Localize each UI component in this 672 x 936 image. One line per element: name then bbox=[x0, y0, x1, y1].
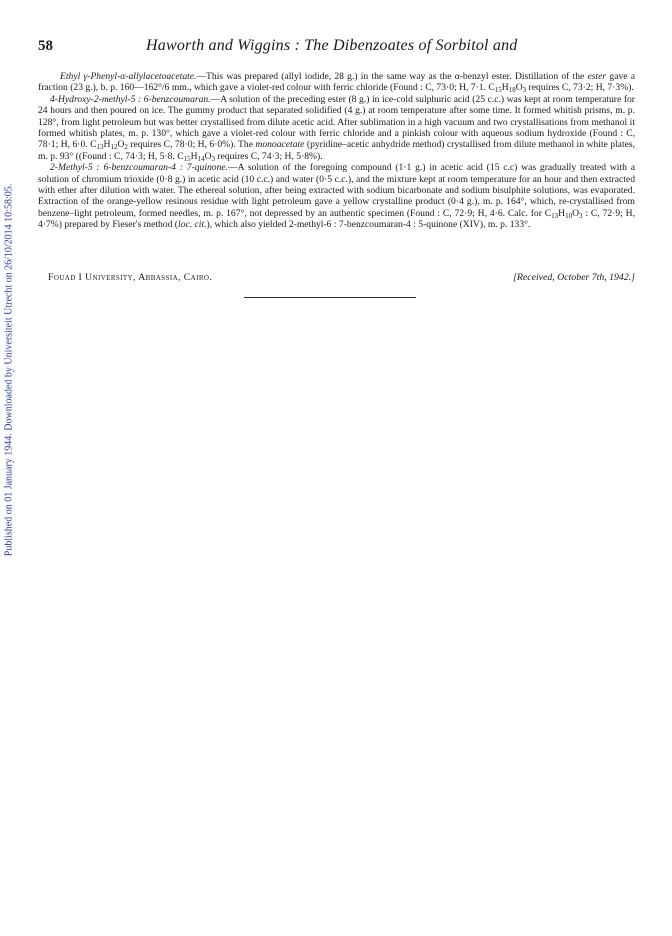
formula-element: O bbox=[572, 207, 580, 219]
received-date: [Received, October 7th, 1942.] bbox=[513, 272, 635, 283]
formula-subscript: 2 bbox=[124, 143, 128, 152]
formula-subscript: 13 bbox=[96, 143, 104, 152]
formula-element: O bbox=[117, 139, 125, 151]
formula-subscript: 3 bbox=[522, 86, 527, 95]
formula-element: H bbox=[190, 150, 198, 162]
formula-subscript: 3 bbox=[211, 154, 215, 163]
formula-subscript: 15 bbox=[494, 86, 502, 95]
paragraph-ethyl-phenyl-allylacetoacetate bbox=[38, 71, 635, 94]
paragraph-text: ), which also yielded 2-methyl-6 : 7-benzcoumaran-4 : 5-quinone (XIV), m. p. 133°. bbox=[206, 219, 531, 231]
paragraph-methyl-benzcoumaran-quinone bbox=[38, 162, 635, 230]
formula-subscript: 18 bbox=[508, 86, 516, 95]
formula-subscript: 12 bbox=[110, 143, 118, 152]
paragraph-text: —A solution of the foregoing compound (1·1 g.) in acetic acid (15 c.c) was gradually treated with a solution of chromium trioxide (0·8 g.) in acetic acid (10 c.c.) and water (0·5 c.c.), and the mixture kept at room temperature for an hour and then extracted with ether after dilution with water. The ethereal solution, after being extracted with sodium bicarbonate and sodium bisulphite solutions, was evaporated. Extraction of the orange-yellow resinous residue with light petroleum gave a yellow crystalline product (0·4 g.), m. p. 164°, which, re-crystallised from benzene–light petroleum, formed needles, m. p. 167°, not depressed by an authentic specimen (Found : C, 72·9; H, 4·6. Calc. for C bbox=[38, 162, 635, 219]
download-watermark-text: Published on 01 January 1944. Downloaded by Universiteit Utrecht on 26/10/2014 10:58:05. bbox=[3, 183, 15, 557]
author-affiliation: Fouad I University, Abbassia, Cairo. bbox=[48, 272, 213, 283]
formula-element: H bbox=[501, 82, 509, 94]
paragraph-italic-term: monoacetate bbox=[255, 139, 305, 151]
paragraph-text: : C, 72·9; H, 4·7%) prepared by Fieser's method ( bbox=[38, 207, 635, 231]
paragraph-hydroxy-methyl-benzcoumaran bbox=[38, 94, 635, 162]
paragraph-text: requires C, 73·2; H, 7·3%). bbox=[526, 82, 634, 94]
paragraph-italic-term: loc. cit. bbox=[178, 219, 207, 231]
paragraph-text: requires C, 74·3; H, 5·8%). bbox=[215, 150, 323, 162]
formula-subscript: 15 bbox=[183, 154, 191, 163]
running-title: Haworth and Wiggins : The Dibenzoates of Sorbitol and bbox=[146, 37, 518, 54]
formula-subscript: 14 bbox=[197, 154, 205, 163]
paragraph-text: —A solution of the preceding ester (8 g.) in ice-cold sulphuric acid (25 c.c.) was kept at room temperature for 24 hours and then poured on ice. The gummy product that separated solidified (4 g.) at room temperature after some time. It formed whitish prisms, m. p. 128°, from light petroleum but was better crystallised from dilute acetic acid. After sublimation in a high vacuum and two crystallisations from methanol it formed whitish plates, m. p. 130°, which gave a violet-red colour with ferric chloride and a pinkish colour with aqueous sodium hydroxide (Found : C, 78·1; H, 6·0. C bbox=[38, 93, 635, 151]
formula-element: O bbox=[204, 150, 212, 162]
compound-title: 4-Hydroxy-2-methyl-5 : 6-benzcoumaran. bbox=[50, 93, 211, 105]
paragraph-text: requires C, 78·0; H, 6·0%). The bbox=[127, 139, 256, 151]
compound-title: 2-Methyl-5 : 6-benzcoumaran-4 : 7-quinone. bbox=[50, 162, 229, 174]
end-rule bbox=[244, 297, 416, 298]
paragraph-italic-term: ester bbox=[587, 71, 607, 82]
compound-title: Ethyl γ-Phenyl-α-allylacetoacetate. bbox=[60, 71, 197, 82]
formula-subscript: 10 bbox=[565, 211, 573, 220]
paragraph-text: gave a fraction (23 g.), b. p. 160—162°/6 mm., which gave a violet-red colour with ferric chloride (Found : C, 73·0; H, 7·1. C bbox=[38, 71, 635, 94]
article-body bbox=[38, 71, 635, 231]
formula-subscript: 3 bbox=[579, 211, 583, 220]
formula-element: O bbox=[515, 82, 523, 94]
article-footer bbox=[38, 272, 635, 284]
formula-subscript: 13 bbox=[551, 211, 559, 220]
formula-element: H bbox=[558, 207, 566, 219]
paragraph-text: —This was prepared (allyl iodide, 28 g.) in the same way as the α-benzyl ester. Distillation of the bbox=[196, 71, 588, 82]
page-header bbox=[38, 38, 638, 58]
formula-element: H bbox=[103, 139, 111, 151]
page-number: 58 bbox=[38, 38, 53, 54]
download-watermark bbox=[3, 150, 15, 590]
paragraph-text: (pyridine–acetic anhydride method) crystallised from dilute methanol in white plates, m. p. 93° ((Found : C, 74·3; H, 5·8. C bbox=[38, 139, 635, 162]
